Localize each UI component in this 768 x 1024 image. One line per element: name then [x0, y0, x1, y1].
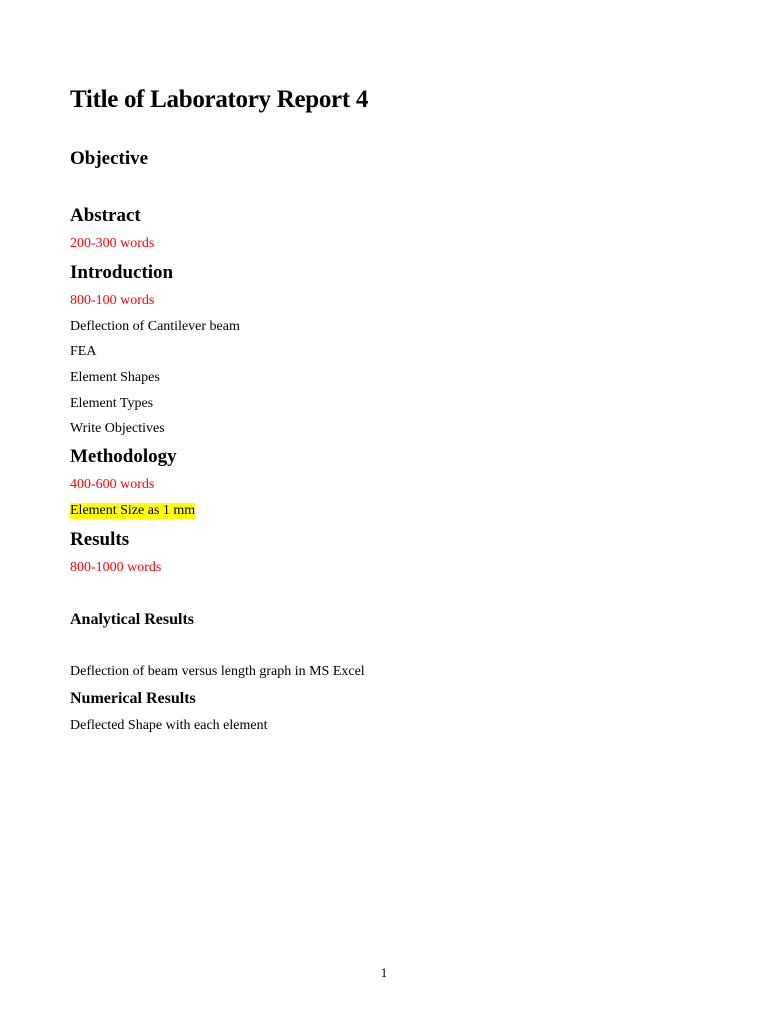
results-word-count: 800-1000 words	[70, 560, 162, 575]
introduction-item: Write Objectives	[70, 421, 165, 436]
analytical-results-text: Deflection of beam versus length graph in MS Excel	[70, 664, 365, 679]
abstract-word-count: 200-300 words	[70, 236, 155, 251]
introduction-item: Element Shapes	[70, 370, 160, 385]
analytical-results-heading: Analytical Results	[70, 611, 194, 628]
introduction-word-count: 800-100 words	[70, 293, 155, 308]
results-heading: Results	[70, 529, 130, 550]
introduction-item: Deflection of Cantilever beam	[70, 319, 240, 334]
methodology-highlighted-note: Element Size as 1 mm	[70, 503, 196, 518]
introduction-item: Element Types	[70, 396, 154, 411]
methodology-word-count: 400-600 words	[70, 477, 155, 492]
objective-heading: Objective	[70, 148, 149, 169]
report-title: Title of Laboratory Report 4	[70, 86, 369, 113]
numerical-results-text: Deflected Shape with each element	[70, 718, 268, 733]
introduction-item: FEA	[70, 344, 97, 359]
introduction-heading: Introduction	[70, 262, 174, 283]
numerical-results-heading: Numerical Results	[70, 690, 196, 707]
page-number: 1	[380, 965, 388, 980]
abstract-heading: Abstract	[70, 205, 141, 226]
methodology-heading: Methodology	[70, 446, 177, 467]
